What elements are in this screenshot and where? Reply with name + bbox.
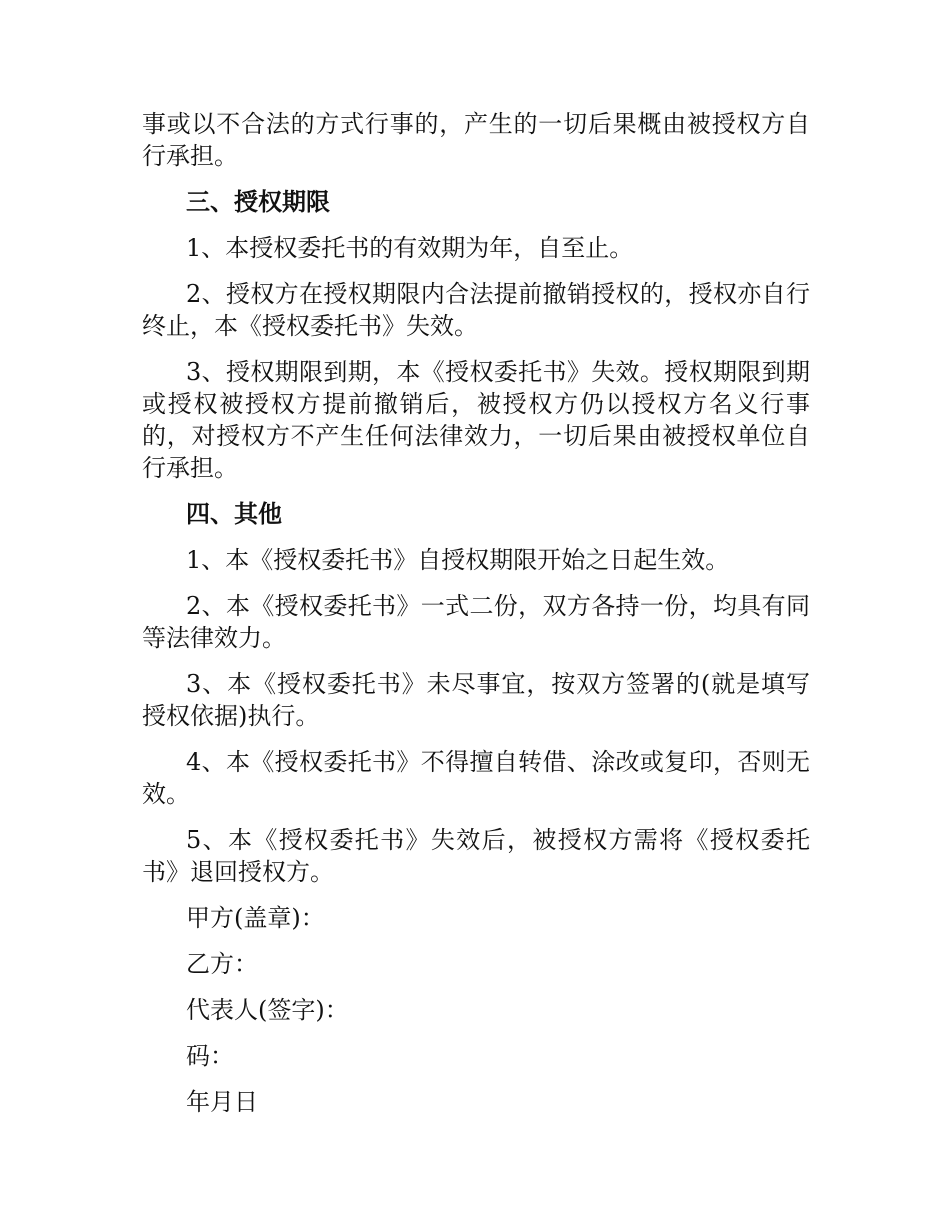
signature-party-a: 甲方(盖章)： (186, 904, 325, 932)
signature-party-b: 乙方： (186, 950, 258, 978)
signature-code: 码： (186, 1042, 234, 1070)
section-heading-other: 四、其他 (186, 500, 282, 528)
section3-item-1: 1、本授权委托书的有效期为年，自至止。 (186, 234, 634, 262)
signature-representative: 代表人(签字)： (186, 996, 349, 1024)
section4-item-3: 3、本《授权委托书》未尽事宜，按双方签署的(就是填写授权依据)执行。 (142, 670, 810, 730)
section4-item-1: 1、本《授权委托书》自授权期限开始之日起生效。 (186, 546, 730, 574)
section4-item-2: 2、本《授权委托书》一式二份，双方各持一份，均具有同等法律效力。 (142, 592, 810, 652)
section4-item-5: 5、本《授权委托书》失效后，被授权方需将《授权委托书》退回授权方。 (142, 826, 810, 886)
document-page (142, 108, 810, 1132)
section-heading-term: 三、授权期限 (186, 188, 330, 216)
continuation-paragraph: 事或以不合法的方式行事的，产生的一切后果概由被授权方自行承担。 (142, 110, 810, 170)
section3-item-2: 2、授权方在授权期限内合法提前撤销授权的，授权亦自行终止，本《授权委托书》失效。 (142, 280, 810, 340)
section3-item-3: 3、授权期限到期，本《授权委托书》失效。授权期限到期或授权被授权方提前撤销后，被授权方仍以授权方名义行事的，对授权方不产生任何法律效力，一切后果由被授权单位自行承担。 (142, 358, 810, 482)
signature-date: 年月日 (186, 1088, 258, 1116)
section4-item-4: 4、本《授权委托书》不得擅自转借、涂改或复印，否则无效。 (142, 748, 810, 808)
